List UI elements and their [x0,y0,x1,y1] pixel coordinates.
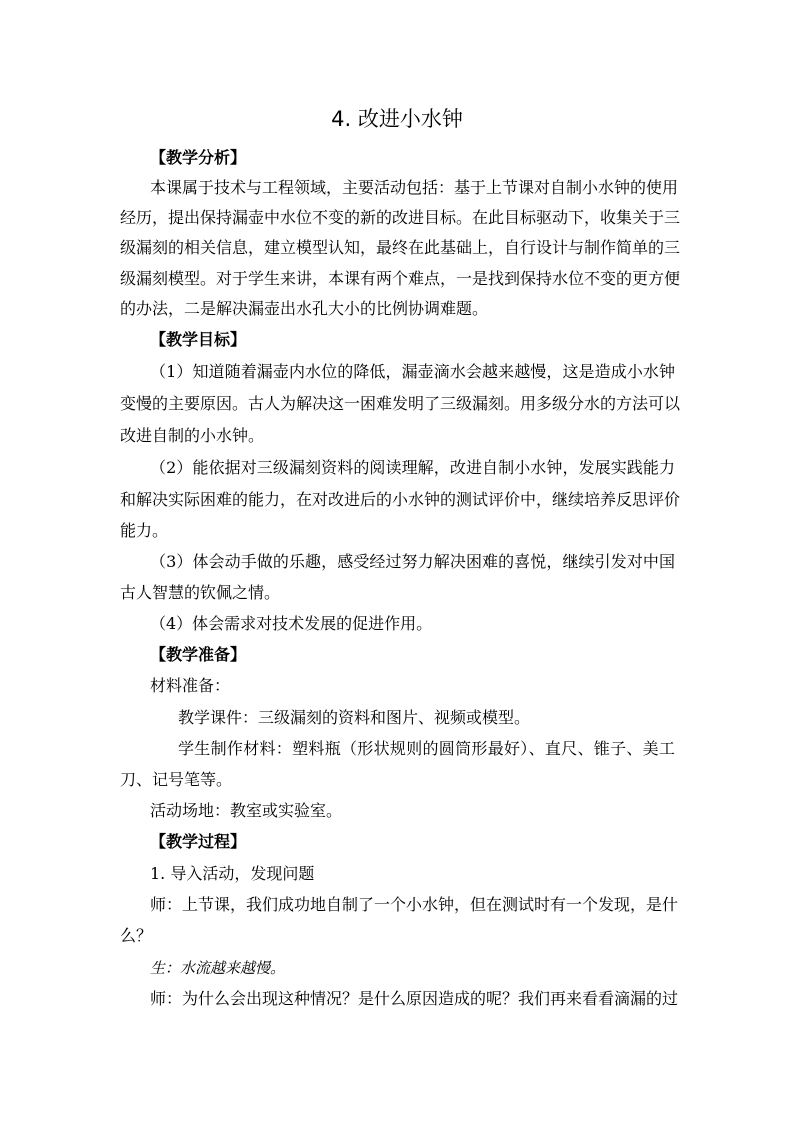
paragraph-line: 级漏刻的相关信息，建立模型认知，最终在此基础上，自行设计与制作简单的三 [120,238,681,257]
venue-line: 活动场地：教室或实验室。 [150,801,343,820]
goal-line: 改进自制的小水钟。 [120,426,265,445]
goal-line: 变慢的主要原因。古人为解决这一困难发明了三级漏刻。用多级分水的方法可以 [120,394,681,413]
paragraph-line: 的办法，二是解决漏壶出水孔大小的比例协调难题。 [120,299,489,318]
goal-line: 能力。 [120,521,169,540]
step-heading: 1. 导入活动，发现问题 [150,864,315,883]
materials-label: 材料准备： [150,676,231,695]
paragraph-line: 本课属于技术与工程领域，主要活动包括：基于上节课对自制小水钟的使用 [150,178,679,197]
section-heading-goals: 【教学目标】 [150,330,247,349]
goal-line: 古人智慧的钦佩之情。 [120,583,281,602]
goal-line: （2）能依据对三级漏刻资料的阅读理解，改进自制小水钟，发展实践能力 [150,458,675,477]
dialogue-line: 师：上节课，我们成功地自制了一个小水钟，但在测试时有一个发现，是什 [150,895,679,914]
dialogue-line: 么？ [120,926,153,945]
courseware-line: 教学课件：三级漏刻的资料和图片、视频或模型。 [178,708,531,727]
paragraph-line: 经历，提出保持漏壶中水位不变的新的改进目标。在此目标驱动下，收集关于三 [120,208,681,227]
section-heading-analysis: 【教学分析】 [150,148,247,167]
goal-line: 和解决实际困难的能力，在对改进后的小水钟的测试评价中，继续培养反思评价 [120,490,681,509]
section-heading-prep: 【教学准备】 [150,645,247,664]
section-heading-process: 【教学过程】 [150,832,247,851]
dialogue-line: 师：为什么会出现这种情况？是什么原因造成的呢？我们再来看看滴漏的过 [150,989,679,1008]
paragraph-line: 级漏刻模型。对于学生来讲，本课有两个难点，一是找到保持水位不变的更方便 [120,269,681,288]
goal-line: （1）知道随着漏壶内水位的降低，漏壶滴水会越来越慢，这是造成小水钟 [150,362,675,381]
goal-line: （4）体会需求对技术发展的促进作用。 [150,614,433,633]
document-title: 4. 改进小水钟 [331,107,463,131]
student-materials-line: 刀、记号笔等。 [120,770,233,789]
goal-line: （3）体会动手做的乐趣，感受经过努力解决困难的喜悦，继续引发对中国 [150,552,675,571]
student-materials-line: 学生制作材料：塑料瓶（形状规则的圆筒形最好）、直尺、锥子、美工 [178,739,675,758]
student-answer-line: 生：水流越来越慢。 [150,959,286,977]
